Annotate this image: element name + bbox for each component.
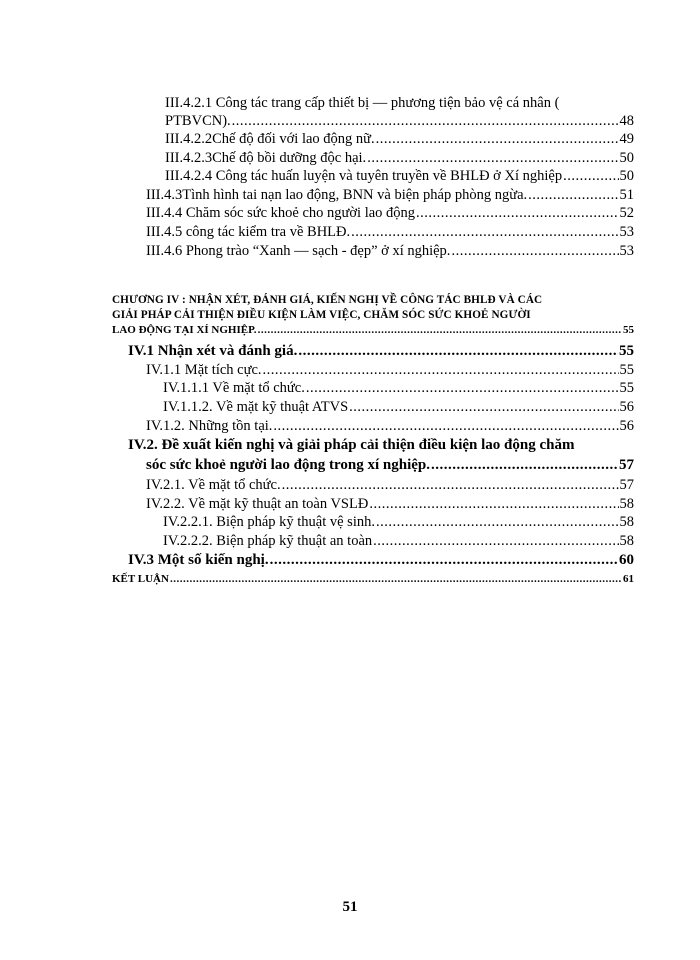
toc-page-number: 56: [619, 418, 634, 434]
toc-entry-text: IV.3 Một số kiến nghị.: [128, 552, 269, 568]
toc-entry-text: III.4.6 Phong trào “Xanh — sạch - đẹp” ở xí nghiệp.: [146, 243, 451, 259]
toc-leader-dots: [431, 456, 618, 474]
toc-entry-text: III.4.2.4 Công tác huấn luyện và tuyên truyền về BHLĐ ở Xí nghiệp: [165, 168, 563, 184]
toc-entry-iv-2-2-2[interactable]: [163, 532, 634, 550]
toc-leader-dots: [373, 532, 618, 550]
toc-leader-dots: [263, 361, 619, 379]
toc-entry-iv-1-1[interactable]: [146, 361, 634, 379]
toc-entry-iii-4-6[interactable]: [146, 242, 634, 260]
toc-leader-dots: [232, 112, 619, 130]
toc-entry-text: IV.2.2. Về mặt kỹ thuật an toàn VSLĐ: [146, 496, 369, 512]
toc-leader-dots: [351, 223, 618, 241]
toc-leader-dots: [416, 204, 618, 222]
toc-leader-dots: [270, 551, 618, 569]
toc-entry-iii-4-2-3[interactable]: [165, 149, 634, 167]
chapter-iv-heading[interactable]: [112, 293, 634, 323]
toc-entry-text: III.4.2.1 Công tác trang cấp thiết bị — phương tiện bảo vệ cá nhân (: [165, 95, 560, 111]
toc-entry-iii-4-2-1-cont[interactable]: [165, 112, 634, 130]
toc-leader-dots: [563, 167, 618, 185]
toc-entry-text: IV.2.1. Về mặt tổ chức.: [146, 477, 281, 493]
toc-entry-iv-3[interactable]: [128, 551, 634, 569]
chapter-heading-line-3: LAO ĐỘNG TẠI XÍ NGHIỆP.: [112, 324, 257, 336]
toc-entry-iv-2-1[interactable]: [146, 476, 634, 494]
toc-entry-iv-1[interactable]: [128, 342, 634, 360]
toc-leader-dots: [298, 342, 618, 360]
toc-page-number: 50: [619, 150, 634, 166]
toc-page-number: 55: [623, 324, 634, 336]
toc-entry-iii-4-2-1[interactable]: [165, 94, 559, 112]
toc-leader-dots: [273, 417, 618, 435]
toc-page-number: 57: [619, 477, 634, 493]
toc-entry-iii-4-4[interactable]: [146, 204, 634, 222]
toc-entry-text: III.4.2.2Chế độ đối với lao động nữ.: [165, 131, 375, 147]
toc-page-number: 61: [623, 573, 634, 585]
toc-leader-dots: [258, 323, 622, 338]
toc-entry-iv-2-cont[interactable]: [146, 456, 634, 474]
toc-page-number: 55: [619, 343, 634, 359]
toc-entry-text: IV.1.2. Những tồn tại.: [146, 418, 273, 434]
toc-entry-text: IV.2. Đề xuất kiến nghị và giải pháp cải thiện điều kiện lao động chăm: [128, 437, 575, 453]
toc-entry-text: IV.1 Nhận xét và đánh giá.: [128, 343, 298, 359]
chapter-iv-heading-last-line[interactable]: [112, 323, 634, 338]
toc-entry-iv-2-2-1[interactable]: [163, 513, 634, 531]
toc-entry-iv-1-1-1[interactable]: [163, 379, 634, 397]
toc-page-number: 49: [619, 131, 634, 147]
toc-page-number: 55: [619, 362, 634, 378]
toc-page-number: 48: [619, 113, 634, 129]
toc-leader-dots: [349, 398, 618, 416]
toc-leader-dots: [170, 572, 622, 587]
toc-page-number: 56: [619, 399, 634, 415]
toc-leader-dots: [306, 379, 619, 397]
toc-entry-iv-1-2[interactable]: [146, 417, 634, 435]
toc-leader-dots: [282, 476, 619, 494]
toc-page-number: 58: [619, 514, 634, 530]
toc-page-number: 58: [619, 496, 634, 512]
toc-entry-text: KẾT LUẬN: [112, 573, 169, 585]
toc-page-number: 55: [619, 380, 634, 396]
toc-leader-dots: [369, 495, 618, 513]
toc-page-number: 53: [619, 243, 634, 259]
toc-leader-dots: [376, 513, 619, 531]
toc-entry-text: IV.1.1.2. Về mặt kỹ thuật ATVS: [163, 399, 349, 415]
toc-entry-text: IV.1.1 Mặt tích cực.: [146, 362, 262, 378]
toc-entry-iii-4-2-2[interactable]: [165, 130, 634, 148]
toc-entry-text: IV.2.2.2. Biện pháp kỹ thuật an toàn: [163, 533, 373, 549]
chapter-heading-line-2: GIẢI PHÁP CẢI THIỆN ĐIỀU KIỆN LÀM VIỆC, CHĂM SÓC SỨC KHOẺ NGƯỜI: [112, 309, 531, 321]
toc-entry-text: sóc sức khoẻ người lao động trong xí nghiệp.: [146, 457, 430, 473]
toc-page-number: 50: [619, 168, 634, 184]
toc-leader-dots: [367, 149, 618, 167]
toc-page-number: 52: [619, 205, 634, 221]
toc-entry-text: IV.1.1.1 Về mặt tổ chức.: [163, 380, 305, 396]
toc-entry-iii-4-2-4[interactable]: [165, 167, 634, 185]
toc-entry-iv-2[interactable]: [128, 436, 574, 454]
toc-page-number: 51: [619, 187, 634, 203]
toc-entry-iii-4-3[interactable]: [146, 186, 634, 204]
toc-entry-iv-2-2[interactable]: [146, 495, 634, 513]
toc-entry-text: III.4.5 công tác kiểm tra về BHLĐ.: [146, 224, 351, 240]
toc-entry-iv-1-1-2[interactable]: [163, 398, 634, 416]
toc-entry-text: PTBVCN).: [165, 113, 231, 129]
toc-page-number: 57: [619, 457, 634, 473]
toc-entry-text: III.4.3Tình hình tai nạn lao động, BNN và biện pháp phòng ngừa.: [146, 187, 528, 203]
toc-entry-text: III.4.4 Chăm sóc sức khoẻ cho người lao động: [146, 205, 416, 221]
toc-entry-text: III.4.2.3Chế độ bồi dưỡng độc hại.: [165, 150, 367, 166]
toc-page-number: 58: [619, 533, 634, 549]
toc-page-number: 60: [619, 552, 634, 568]
toc-leader-dots: [376, 130, 619, 148]
toc-entry-ket-luan[interactable]: [112, 572, 634, 587]
toc-entry-iii-4-5[interactable]: [146, 223, 634, 241]
toc-leader-dots: [528, 186, 618, 204]
chapter-heading-line-1: CHƯƠNG IV : NHẬN XÉT, ĐÁNH GIÁ, KIẾN NGHỊ VỀ CÔNG TÁC BHLĐ VÀ CÁC: [112, 294, 543, 306]
toc-page-number: 53: [619, 224, 634, 240]
toc-entry-text: IV.2.2.1. Biện pháp kỹ thuật vệ sinh.: [163, 514, 375, 530]
page-number: 51: [342, 899, 358, 915]
toc-leader-dots: [451, 242, 618, 260]
